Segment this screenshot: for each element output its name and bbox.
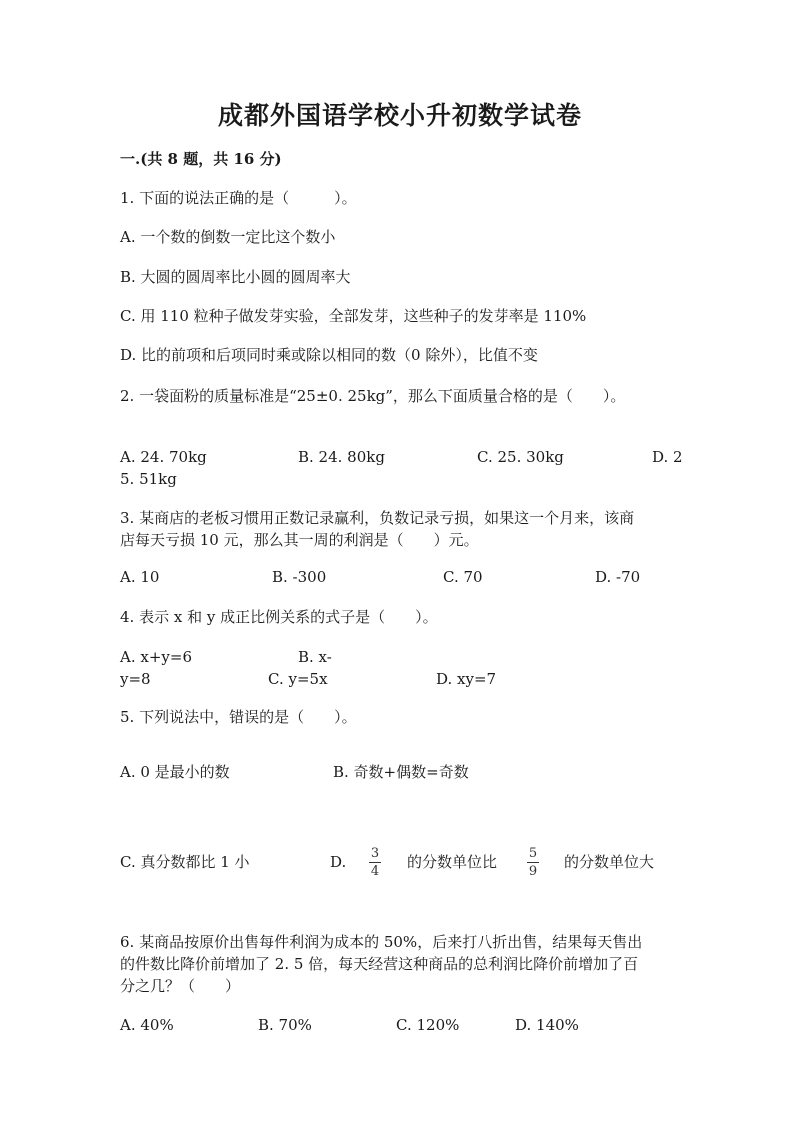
q3-option-a: A. 10 (120, 568, 160, 586)
fraction-denominator: 4 (370, 864, 380, 879)
q4-option-c: C. y=5x (268, 670, 328, 688)
q4-option-d: D. xy=7 (436, 670, 497, 688)
q4-stem: 4. 表示 x 和 y 成正比例关系的式子是（ ）。 (120, 608, 438, 626)
fraction-numerator: 3 (370, 846, 380, 861)
q6-stem-line2: 的件数比降价前增加了 2. 5 倍，每天经营这种商品的总利润比降价前增加了百 (120, 955, 639, 973)
q5-option-c: C. 真分数都比 1 小 (120, 853, 250, 871)
q2-option-a: A. 24. 70kg (120, 448, 207, 466)
q2-option-d: D. 2 (652, 448, 683, 466)
q6-option-d: D. 140% (515, 1016, 579, 1034)
q6-option-b: B. 70% (258, 1016, 312, 1034)
q1-option-b: B. 大圆的圆周率比小圆的圆周率大 (120, 268, 351, 286)
q5-option-d: D. (330, 853, 347, 871)
q6-stem-line1: 6. 某商品按原价出售每件利润为成本的 50%，后来打八折出售，结果每天售出 (120, 933, 643, 951)
q3-stem-line1: 3. 某商店的老板习惯用正数记录赢利，负数记录亏损，如果这一个月来，该商 (120, 509, 635, 527)
q1-option-a: A. 一个数的倒数一定比这个数小 (120, 228, 336, 246)
q3-stem-line2: 店每天亏损 10 元，那么其一周的利润是（ ）元。 (120, 531, 479, 549)
q2-option-c: C. 25. 30kg (477, 448, 564, 466)
section-heading: 一.(共 8 题，共 16 分) (120, 150, 282, 168)
q5-option-b: B. 奇数+偶数=奇数 (333, 763, 469, 781)
fraction-five-ninths (527, 846, 539, 879)
fraction-three-quarters (369, 846, 381, 879)
q1-stem: 1. 下面的说法正确的是（ ）。 (120, 189, 357, 207)
page-title: 成都外国语学校小升初数学试卷 (217, 101, 582, 130)
q2-option-b: B. 24. 80kg (298, 448, 385, 466)
q4-option-b-cont: y=8 (120, 670, 151, 688)
fraction-numerator: 5 (528, 846, 538, 861)
q2-option-d-cont: 5. 51kg (120, 470, 177, 488)
q6-option-a: A. 40% (120, 1016, 174, 1034)
q5-option-d-mid: 的分数单位比 (407, 853, 498, 871)
q5-option-d-end: 的分数单位大 (564, 853, 655, 871)
q6-stem-line3: 分之几？（ ） (120, 977, 241, 995)
q1-option-c: C. 用 110 粒种子做发芽实验，全部发芽，这些种子的发芽率是 110% (120, 307, 587, 325)
fraction-bar (369, 862, 381, 863)
fraction-bar (527, 862, 539, 863)
q5-stem: 5. 下列说法中，错误的是（ ）。 (120, 708, 357, 726)
q3-option-d: D. -70 (595, 568, 641, 586)
q4-option-b: B. x- (298, 648, 332, 666)
q1-option-d: D. 比的前项和后项同时乘或除以相同的数（0 除外），比值不变 (120, 346, 538, 364)
q2-stem: 2. 一袋面粉的质量标准是“25±0. 25kg”，那么下面质量合格的是（ ）。 (120, 387, 626, 405)
q3-option-b: B. -300 (272, 568, 327, 586)
q5-option-a: A. 0 是最小的数 (120, 763, 230, 781)
q4-option-a: A. x+y=6 (120, 648, 192, 666)
fraction-denominator: 9 (528, 864, 538, 879)
q6-option-c: C. 120% (396, 1016, 460, 1034)
q3-option-c: C. 70 (443, 568, 483, 586)
